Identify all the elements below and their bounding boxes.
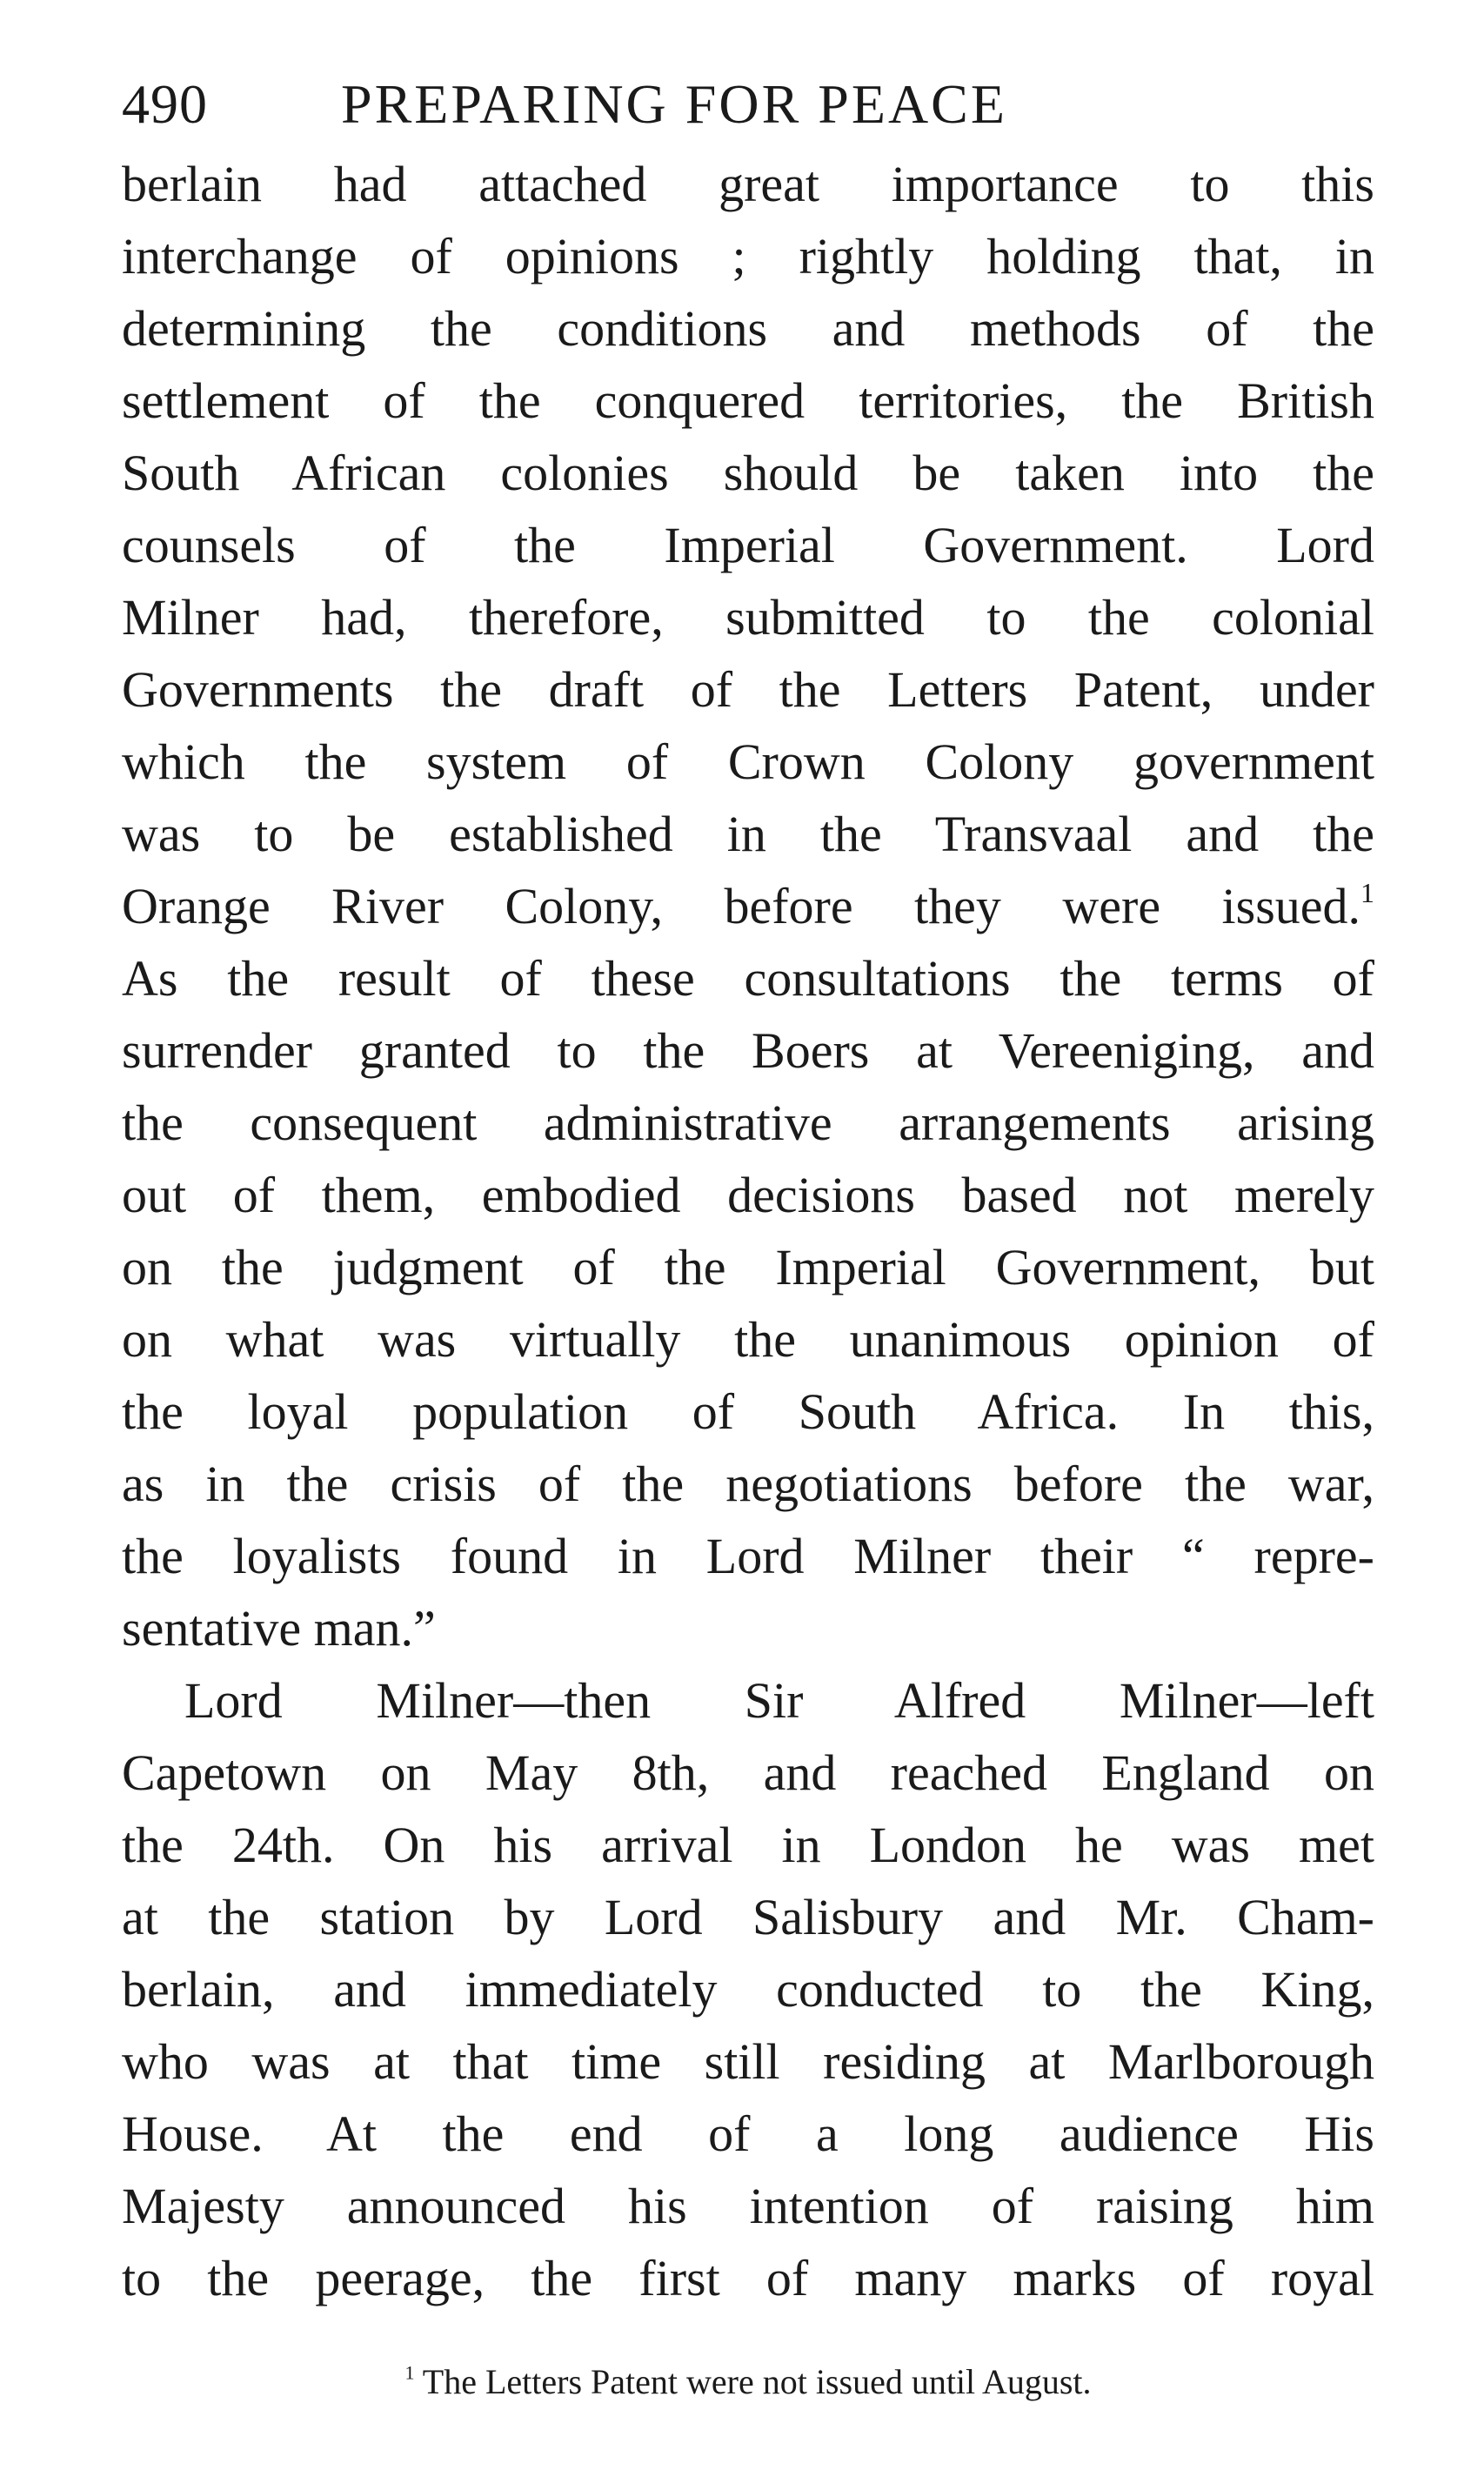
text-line: the consequent administrative arrangements arising — [122, 1094, 1374, 1151]
text-line: determining the conditions and methods of the — [122, 300, 1374, 357]
text-line: South African colonies should be taken into the — [122, 445, 1374, 501]
text-line: Milner had, therefore, submitted to the colonial — [122, 589, 1374, 646]
text-line: the 24th. On his arrival in London he was met — [122, 1817, 1374, 1873]
text-line: Lord Milner—then Sir Alfred Milner—left — [184, 1672, 1374, 1729]
text-line: counsels of the Imperial Government. Lord — [122, 517, 1374, 573]
book-page — [122, 61, 1374, 2408]
text-line: on what was virtually the unanimous opinion of — [122, 1311, 1374, 1368]
text-line: As the result of these consultations the terms of — [122, 950, 1374, 1007]
text-line: House. At the end of a long audience His — [122, 2105, 1374, 2162]
text-line: surrender granted to the Boers at Vereeniging, and — [122, 1022, 1374, 1079]
text-line: on the judgment of the Imperial Government, but — [122, 1239, 1374, 1295]
text-line: settlement of the conquered territories, the British — [122, 372, 1374, 429]
text-line: Majesty announced his intention of raising him — [122, 2178, 1374, 2234]
text-line: the loyal population of South Africa. In this, — [122, 1383, 1374, 1440]
running-title: PREPARING FOR PEACE — [341, 73, 1007, 135]
text-line: berlain, and immediately conducted to the King, — [122, 1961, 1374, 2018]
text-line: out of them, embodied decisions based not merely — [122, 1167, 1374, 1223]
text-line: to the peerage, the first of many marks of royal — [122, 2250, 1374, 2306]
footnote — [122, 2356, 1374, 2408]
page-number: 490 — [122, 73, 208, 135]
text-line: Capetown on May 8th, and reached England on — [122, 1744, 1374, 1801]
text-line: was to be established in the Transvaal and the — [122, 806, 1374, 862]
text-line: at the station by Lord Salisbury and Mr. Cham- — [122, 1889, 1374, 1945]
text-line-content: Orange River Colony, before they were issued. — [122, 878, 1361, 934]
text-line: which the system of Crown Colony government — [122, 733, 1374, 790]
footnote-text: The Letters Patent were not issued until August. — [422, 2362, 1092, 2401]
text-line: berlain had attached great importance to this — [122, 156, 1374, 212]
running-head — [122, 61, 1374, 148]
text-line: sentative man.” — [122, 1600, 436, 1657]
text-line: Governments the draft of the Letters Patent, under — [122, 661, 1374, 718]
text-line: interchange of opinions ; rightly holding that, in — [122, 228, 1374, 284]
text-line: who was at that time still residing at Marlborough — [122, 2033, 1374, 2090]
text-line: as in the crisis of the negotiations before the war, — [122, 1456, 1374, 1512]
text-line: the loyalists found in Lord Milner their “ repre- — [122, 1528, 1374, 1584]
text-line-with-footnote — [122, 870, 1374, 942]
footnote-reference: 1 — [1360, 878, 1374, 909]
footnote-marker: 1 — [404, 2361, 415, 2384]
body-text — [122, 148, 1374, 2314]
